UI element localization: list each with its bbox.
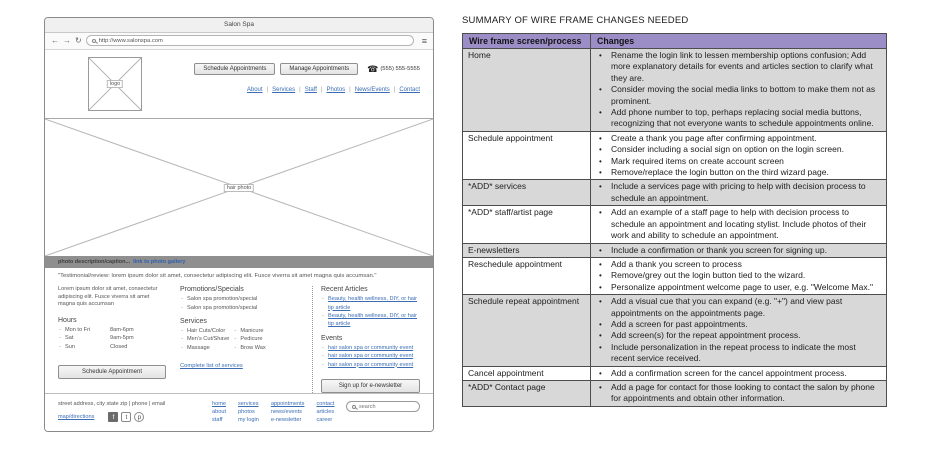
table-row-schedule-repeat-appointment: [463, 295, 887, 366]
footer-link-column: [238, 401, 259, 423]
footer-contact-block: [58, 401, 196, 422]
nav-separator: |: [266, 87, 269, 94]
screen-cell: Schedule repeat appointment: [463, 295, 591, 366]
nav-about[interactable]: About: [246, 87, 263, 94]
event-link[interactable]: hair salon spa or community event: [328, 353, 414, 360]
photo-gallery-link[interactable]: link to photo gallery: [133, 259, 186, 266]
photo-caption-bar: [45, 256, 433, 268]
recent-articles-title: Recent Articles: [321, 286, 368, 294]
search-icon: [92, 39, 96, 43]
header-buttons: [194, 63, 420, 75]
content-columns: [58, 286, 420, 393]
changes-cell: [591, 49, 887, 132]
footer-search[interactable]: [346, 401, 420, 412]
screen-cell: *ADD* Contact page: [463, 380, 591, 406]
hours-list: [58, 326, 166, 351]
screen-cell: Reschedule appointment: [463, 257, 591, 294]
schedule-appointment-button[interactable]: Schedule Appointment: [58, 365, 166, 379]
screen-cell: E-newsletters: [463, 243, 591, 257]
table-row-schedule-appointment: [463, 131, 887, 180]
change-item: • Consider moving the social media links to bottom to make them not as prominent.: [596, 84, 881, 107]
services-title: Services: [180, 318, 207, 326]
hours-day: - Mon to Fri: [58, 326, 110, 334]
footer-link-about[interactable]: about: [212, 409, 226, 415]
table-row-e-newsletters: [463, 243, 887, 257]
nav-separator: |: [320, 87, 323, 94]
footer-link-staff[interactable]: staff: [212, 417, 223, 423]
change-item: • Add a confirmation screen for the cancel appointment process.: [596, 368, 881, 379]
change-item: • Add a page for contact for those looking to contact the salon by phone for appointments and obtain other information.: [596, 382, 881, 405]
left-column: [58, 286, 166, 393]
url-bar[interactable]: [86, 35, 414, 46]
footer-link-my-login[interactable]: my login: [238, 417, 259, 423]
changes-table: [462, 33, 887, 407]
change-item: • Add a visual cue that you can expand (e.g. "+") and view past appointments on the appointments page.: [596, 296, 881, 319]
caption-text: photo description/caption...: [58, 259, 131, 266]
screen-cell: Home: [463, 49, 591, 132]
footer-link-contact[interactable]: contact: [316, 401, 335, 407]
browser-titlebar: [45, 18, 433, 33]
service-item: - Pedicure: [233, 335, 265, 343]
change-item: • Rename the login link to lessen membership options confusion; Add more explanatory details for events and articles section to clarify what they are.: [596, 50, 881, 84]
change-item: • Consider including a social sign on option on the login screen.: [596, 144, 881, 155]
services-list-left: [180, 327, 229, 352]
events-list: [321, 344, 420, 369]
change-item: • Include personalization in the repeat process to indicate the most recent service received.: [596, 342, 881, 365]
table-row-add-services: [463, 180, 887, 206]
change-item: • Add a thank you screen to process: [596, 259, 881, 270]
logo-label: logo: [107, 80, 123, 88]
footer-link-column: [212, 401, 226, 423]
changes-cell: [591, 257, 887, 294]
footer-link-articles[interactable]: articles: [316, 409, 335, 415]
promotions-title: Promotions/Specials: [180, 286, 244, 294]
hero-photo-placeholder: [45, 118, 433, 256]
change-item: • Include a services page with pricing to help with decision process to schedule an appointment.: [596, 181, 881, 204]
change-item: • Add phone number to top, perhaps replacing social media buttons, recognizing that not everyone wants to schedule appointments online.: [596, 107, 881, 130]
social-icons: [108, 412, 144, 422]
hours-time: 8am-6pm: [110, 326, 134, 333]
col-header-screen: Wire frame screen/process: [463, 34, 591, 49]
map-directions-link[interactable]: map/directions: [58, 414, 95, 420]
footer-link-news-events[interactable]: news/events: [270, 409, 302, 415]
service-item: - Brow Wax: [233, 344, 265, 352]
summary-panel: [462, 15, 887, 407]
main-nav: [247, 87, 420, 93]
table-header-row: [463, 34, 887, 49]
footer-link-services[interactable]: services: [238, 401, 259, 407]
webpage-content: [45, 50, 433, 431]
event-link-item: [321, 352, 420, 360]
promotions-list: [180, 295, 304, 312]
nav-separator: |: [349, 87, 351, 94]
twitter-icon[interactable]: t: [121, 412, 131, 422]
nav-news-events[interactable]: News/Events: [354, 87, 390, 94]
footer-link-home[interactable]: home: [212, 401, 226, 407]
browser-window: [44, 17, 434, 432]
service-item: - Massage: [180, 344, 229, 352]
changes-cell: [591, 366, 887, 380]
change-item: • Add a screen for past appointments.: [596, 319, 881, 330]
logo-placeholder: [88, 57, 142, 111]
phone-number: (555) 555-5555: [380, 66, 420, 73]
footer-link-e-newsletter[interactable]: e-newsletter: [270, 417, 302, 423]
hours-title: Hours: [58, 316, 77, 324]
screen-cell: Schedule appointment: [463, 131, 591, 180]
hero-label: hair photo: [224, 184, 254, 192]
screen-cell: Cancel appointment: [463, 366, 591, 380]
footer-link-column: [271, 401, 305, 423]
forward-icon[interactable]: →: [63, 35, 71, 45]
nav-contact[interactable]: Contact: [399, 87, 420, 94]
site-header: [45, 50, 433, 111]
changes-cell: [591, 295, 887, 366]
service-item: - Hair Cuts/Color: [180, 327, 229, 335]
article-link[interactable]: Beauty, health wellness, DIY, or hair tip article: [328, 313, 418, 328]
screen-cell: *ADD* services: [463, 180, 591, 206]
pinterest-icon[interactable]: p: [134, 412, 144, 422]
hours-row: [58, 343, 166, 351]
menu-icon[interactable]: ≡: [421, 35, 427, 46]
search-icon: [352, 405, 356, 409]
article-link[interactable]: Beauty, health wellness, DIY, or hair tip article: [328, 296, 418, 311]
refresh-icon[interactable]: ↻: [75, 35, 82, 45]
schedule-appointments-button[interactable]: Schedule Appointments: [194, 63, 275, 75]
changes-cell: [591, 243, 887, 257]
changes-cell: [591, 131, 887, 180]
address-text: street address, city state zip | phone | email: [58, 401, 166, 407]
changes-cell: [591, 206, 887, 243]
testimonial-text: "Testimonial/review: lorem ipsum dolor sit amet, consectetur adipiscing elit. Fusce viverra sit amet magna quis accumsan.": [58, 273, 377, 280]
nav-services[interactable]: Services: [272, 87, 296, 94]
table-row-cancel-appointment: [463, 366, 887, 380]
browser-toolbar: [45, 33, 433, 51]
nav-photos[interactable]: Photos: [326, 87, 346, 94]
promotion-item: - Salon spa promotion/special: [180, 304, 304, 312]
intro-text: Lorem ipsum dolor sit amet, consectetur adipiscing elit. Fusce viverra sit amet magna quis accumsan: [58, 286, 158, 308]
nav-staff[interactable]: Staff: [304, 87, 317, 94]
nav-separator: |: [393, 87, 396, 94]
service-item: - Men's Cut/Shave: [180, 335, 229, 343]
phone-block: [367, 65, 420, 74]
footer-link-photos[interactable]: photos: [238, 409, 255, 415]
manage-appointments-button[interactable]: Manage Appointments: [280, 63, 358, 75]
change-item: • Remove/replace the login button on the third wizard page.: [596, 167, 881, 178]
article-link-item: [321, 312, 420, 329]
phone-icon: ☎: [367, 63, 379, 74]
services-lists: [180, 327, 304, 354]
footer-map-social: [58, 412, 196, 422]
hours-row: [58, 326, 166, 334]
middle-column: [166, 286, 312, 393]
footer-link-career[interactable]: career: [316, 417, 333, 423]
service-item: - Manicure: [233, 327, 265, 335]
back-icon[interactable]: ←: [51, 35, 59, 45]
hours-row: [58, 334, 166, 342]
services-list-right: [233, 327, 265, 352]
page-body: [45, 268, 433, 393]
article-link-item: [321, 295, 420, 312]
change-item: • Include a confirmation or thank you screen for signing up.: [596, 245, 881, 256]
promotion-item: - Salon spa promotion/special: [180, 295, 304, 303]
summary-title: SUMMARY OF WIRE FRAME CHANGES NEEDED: [462, 15, 689, 26]
change-item: • Mark required items on create account screen: [596, 156, 881, 167]
header-right: [142, 57, 420, 111]
hours-time: Closed: [110, 343, 128, 350]
facebook-icon[interactable]: f: [108, 412, 118, 422]
articles-list: [321, 295, 420, 329]
change-item: • Add screen(s) for the repeat appointment process.: [596, 330, 881, 341]
event-link[interactable]: hair salon spa or community event: [328, 361, 414, 368]
search-input[interactable]: [359, 404, 414, 410]
change-item: • Create a thank you page after confirming appointment.: [596, 133, 881, 144]
nav-separator: |: [299, 87, 301, 94]
newsletter-signup-button[interactable]: Sign up for e-newsletter: [321, 379, 420, 393]
table-row-reschedule-appointment: [463, 257, 887, 294]
hours-day: - Sat: [58, 334, 110, 342]
footer-links: [196, 401, 346, 423]
table-row-add-contact-page: [463, 380, 887, 406]
change-item: • Add an example of a staff page to help with decision process to schedule an appointment and locating stylist. Include photos of their work and ability to schedule an appointment.: [596, 207, 881, 241]
table-row-add-staff-artist-page: [463, 206, 887, 243]
screen-cell: *ADD* staff/artist page: [463, 206, 591, 243]
changes-cell: [591, 380, 887, 406]
footer-link-appointments[interactable]: appointments: [270, 401, 305, 407]
event-link-item: [321, 361, 420, 369]
footer-link-column: [316, 401, 334, 423]
window-title: Salon Spa: [224, 21, 254, 29]
hours-day: - Sun: [58, 343, 110, 351]
url-text: http://www.salonspa.com: [98, 37, 163, 44]
table-row-home: [463, 49, 887, 132]
col-header-changes: Changes: [591, 34, 887, 49]
changes-cell: [591, 180, 887, 206]
change-item: • Personalize appointment welcome page to user, e.g. "Welcome Max.": [596, 282, 881, 293]
right-column: [312, 286, 420, 393]
event-link-item: [321, 344, 420, 352]
change-item: • Remove/grey out the login button tied to the wizard.: [596, 270, 881, 281]
site-footer: [45, 393, 433, 431]
events-title: Events: [321, 334, 343, 342]
hours-time: 9am-5pm: [110, 335, 134, 342]
event-link[interactable]: hair salon spa or community event: [328, 344, 414, 351]
complete-services-link[interactable]: Complete list of services: [180, 363, 243, 370]
